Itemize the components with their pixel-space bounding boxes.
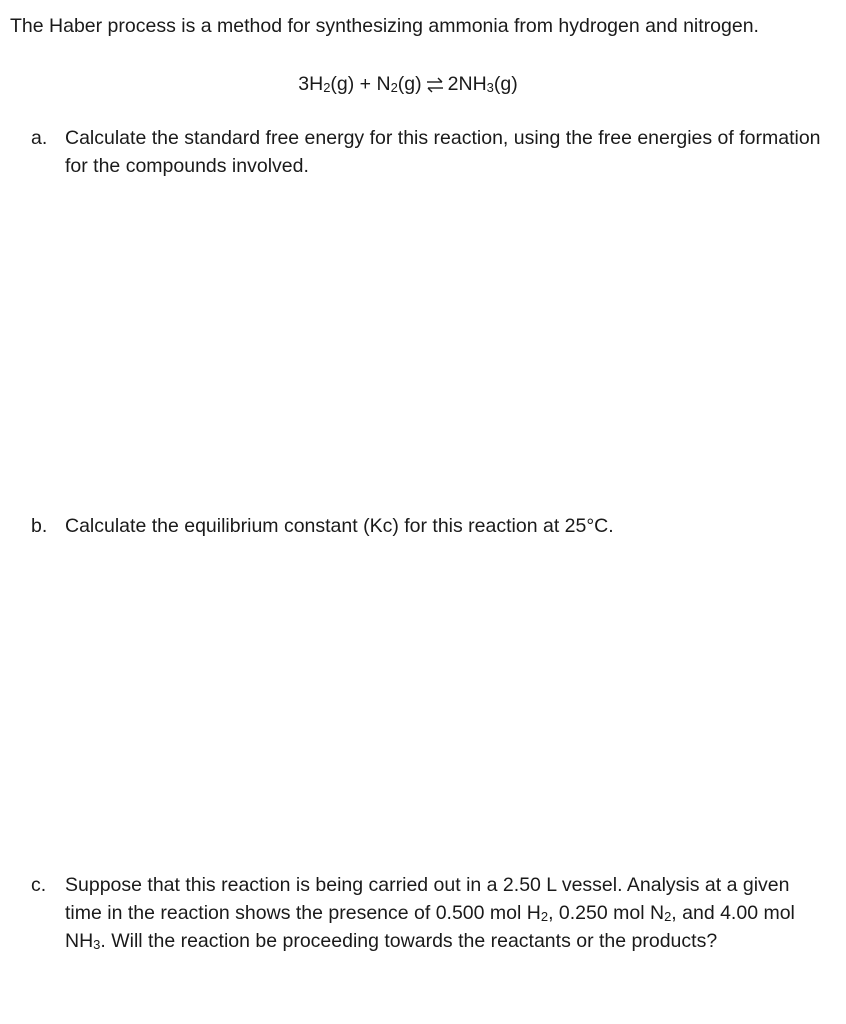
question-c-part3: , and 4.00 mol NH <box>65 902 795 952</box>
reactant-h2: 3H <box>298 73 324 95</box>
question-c-part1: Suppose that this reaction is being carried out in a 2.50 L vessel. Analysis at a given time in the reaction shows the presence of 0.500 mol H <box>65 874 790 924</box>
h2-subscript-c: 2 <box>540 909 549 924</box>
question-c-text <box>65 871 821 955</box>
nh3-subscript-c: 3 <box>93 937 101 952</box>
question-a <box>31 124 821 180</box>
n2-subscript-c: 2 <box>664 909 672 924</box>
question-a-marker: a. <box>31 127 48 149</box>
question-c-part2: , 0.250 mol N <box>548 902 665 924</box>
intro-text: The Haber process is a method for synthesizing ammonia from hydrogen and nitrogen. <box>10 15 759 37</box>
equation-line <box>298 70 517 101</box>
question-b-text: Calculate the equilibrium constant (Kc) for this reaction at 25°C. <box>65 515 614 537</box>
equilibrium-arrow-icon <box>426 73 444 101</box>
question-c <box>31 871 821 955</box>
question-a-text: Calculate the standard free energy for this reaction, using the free energies of formation for the compounds involved. <box>65 127 821 177</box>
question-b-marker: b. <box>31 515 48 537</box>
product-nh3: 2NH <box>447 73 487 95</box>
n2-subscript: 2 <box>390 80 398 95</box>
question-c-part4: . Will the reaction be proceeding towards the reactants or the products? <box>100 930 718 952</box>
reaction-equation <box>0 70 846 101</box>
h2-subscript: 2 <box>323 80 331 95</box>
reactant-n2: (g) + N <box>330 73 391 95</box>
n2-state: (g) <box>397 73 422 95</box>
question-b <box>31 512 821 540</box>
nh3-state: (g) <box>493 73 518 95</box>
nh3-subscript: 3 <box>486 80 494 95</box>
question-c-marker: c. <box>31 874 47 896</box>
